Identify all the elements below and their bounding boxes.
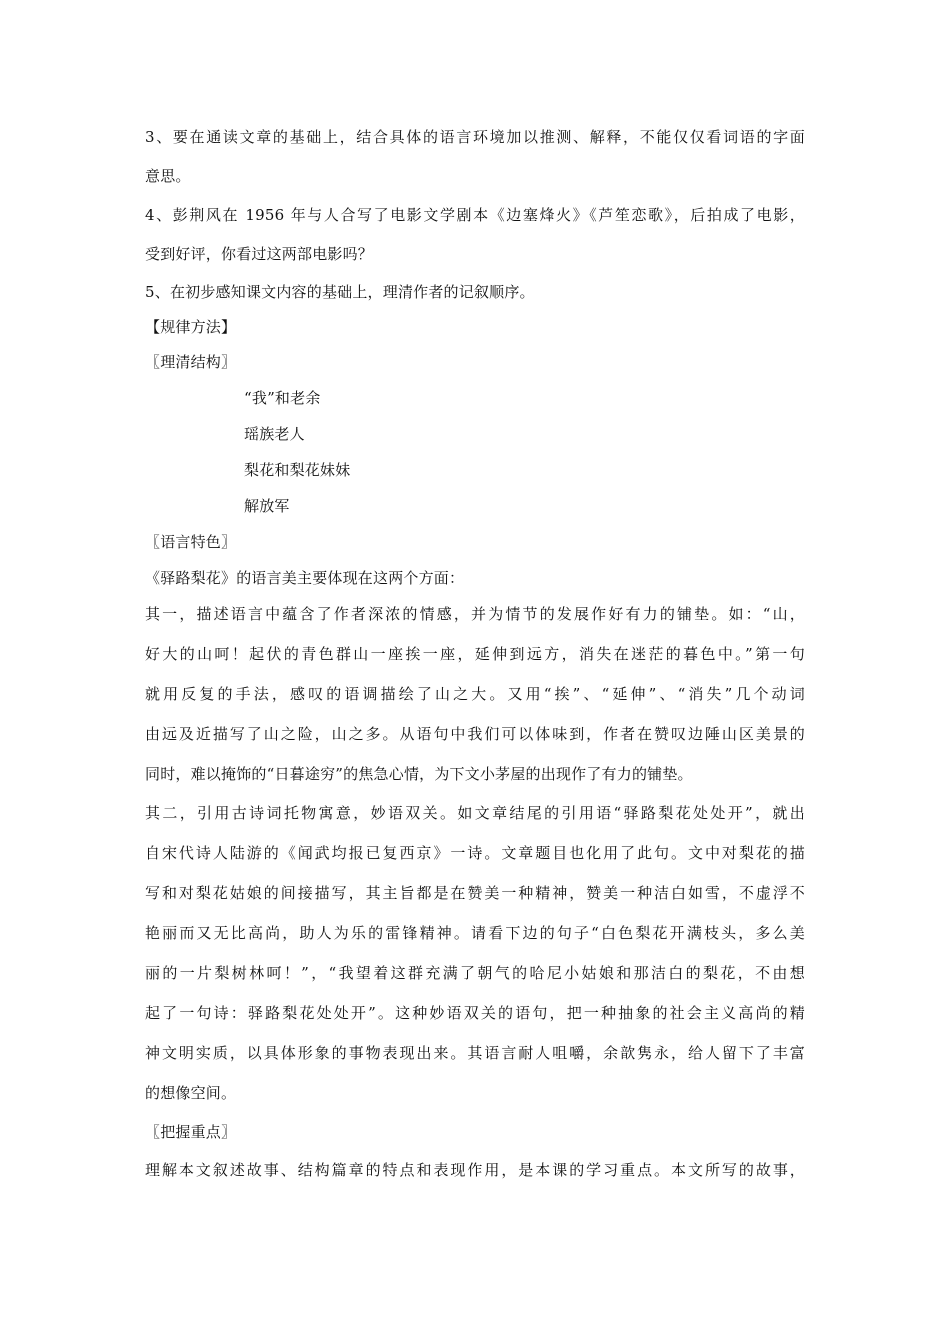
- paragraph-line-item-3: 3、要在通读文章的基础上，结合具体的语言环境加以推测、解释，不能仅仅看词语的字面: [145, 128, 805, 146]
- subheading-structure: 〖理清结构〗: [145, 353, 237, 371]
- paragraph-line: 理解本文叙述故事、结构篇章的特点和表现作用，是本课的学习重点。本文所写的故事，: [145, 1161, 805, 1179]
- structure-item-1: “我”和老余: [244, 389, 321, 407]
- paragraph-line: 其一，描述语言中蕴含了作者深浓的情感，并为情节的发展作好有力的铺垫。如：“山，: [145, 605, 805, 623]
- paragraph-line: 丽的一片梨树林呵！”，“我望着这群充满了朝气的哈尼小姑娘和那洁白的梨花，不由想: [145, 964, 805, 982]
- paragraph-line: 由远及近描写了山之险，山之多。从语句中我们可以体味到，作者在赞叹边陲山区美景的: [145, 725, 805, 743]
- paragraph-line: 同时，难以掩饰的“日暮途穷”的焦急心情，为下文小茅屋的出现作了有力的铺垫。: [145, 765, 693, 783]
- paragraph-line: 艳丽而又无比高尚，助人为乐的雷锋精神。请看下边的句子“白色梨花开满枝头，多么美: [145, 924, 805, 942]
- structure-item-3: 梨花和梨花妹妹: [244, 461, 351, 479]
- section-heading-methods: 【规律方法】: [145, 318, 237, 336]
- subheading-key-points: 〖把握重点〗: [145, 1123, 237, 1141]
- paragraph-line: 起了一句诗：驿路梨花处处开”。这种妙语双关的语句，把一种抽象的社会主义高尚的精: [145, 1004, 805, 1022]
- paragraph-line: 《驿路梨花》的语言美主要体现在这两个方面：: [145, 569, 465, 587]
- paragraph-line-item-4: 4、彭荆风在 1956 年与人合写了电影文学剧本《边塞烽火》《芦笙恋歌》，后拍成了电影，: [145, 206, 805, 224]
- paragraph-line: 的想像空间。: [145, 1084, 237, 1102]
- paragraph-line-item-3-cont: 意思。: [145, 167, 191, 185]
- structure-item-4: 解放军: [244, 497, 290, 515]
- structure-item-2: 瑶族老人: [244, 425, 305, 443]
- paragraph-line-item-4-cont: 受到好评，你看过这两部电影吗？: [145, 245, 374, 263]
- paragraph-line: 写和对梨花姑娘的间接描写，其主旨都是在赞美一种精神，赞美一种洁白如雪，不虚浮不: [145, 884, 805, 902]
- paragraph-line: 就用反复的手法，感叹的语调描绘了山之大。又用“挨”、“延伸”、“消失”几个动词: [145, 685, 805, 703]
- subheading-language: 〖语言特色〗: [145, 533, 237, 551]
- paragraph-line: 神文明实质，以具体形象的事物表现出来。其语言耐人咀嚼，余歆隽永，给人留下了丰富: [145, 1044, 805, 1062]
- paragraph-line: 其二，引用古诗词托物寓意，妙语双关。如文章结尾的引用语“驿路梨花处处开”，就出: [145, 804, 805, 822]
- paragraph-line-item-5: 5、在初步感知课文内容的基础上，理清作者的记叙顺序。: [145, 283, 535, 301]
- paragraph-line: 好大的山呵！起伏的青色群山一座挨一座，延伸到远方，消失在迷茫的暮色中。”第一句: [145, 645, 805, 663]
- paragraph-line: 自宋代诗人陆游的《闻武均报已复西京》一诗。文章题目也化用了此句。文中对梨花的描: [145, 844, 805, 862]
